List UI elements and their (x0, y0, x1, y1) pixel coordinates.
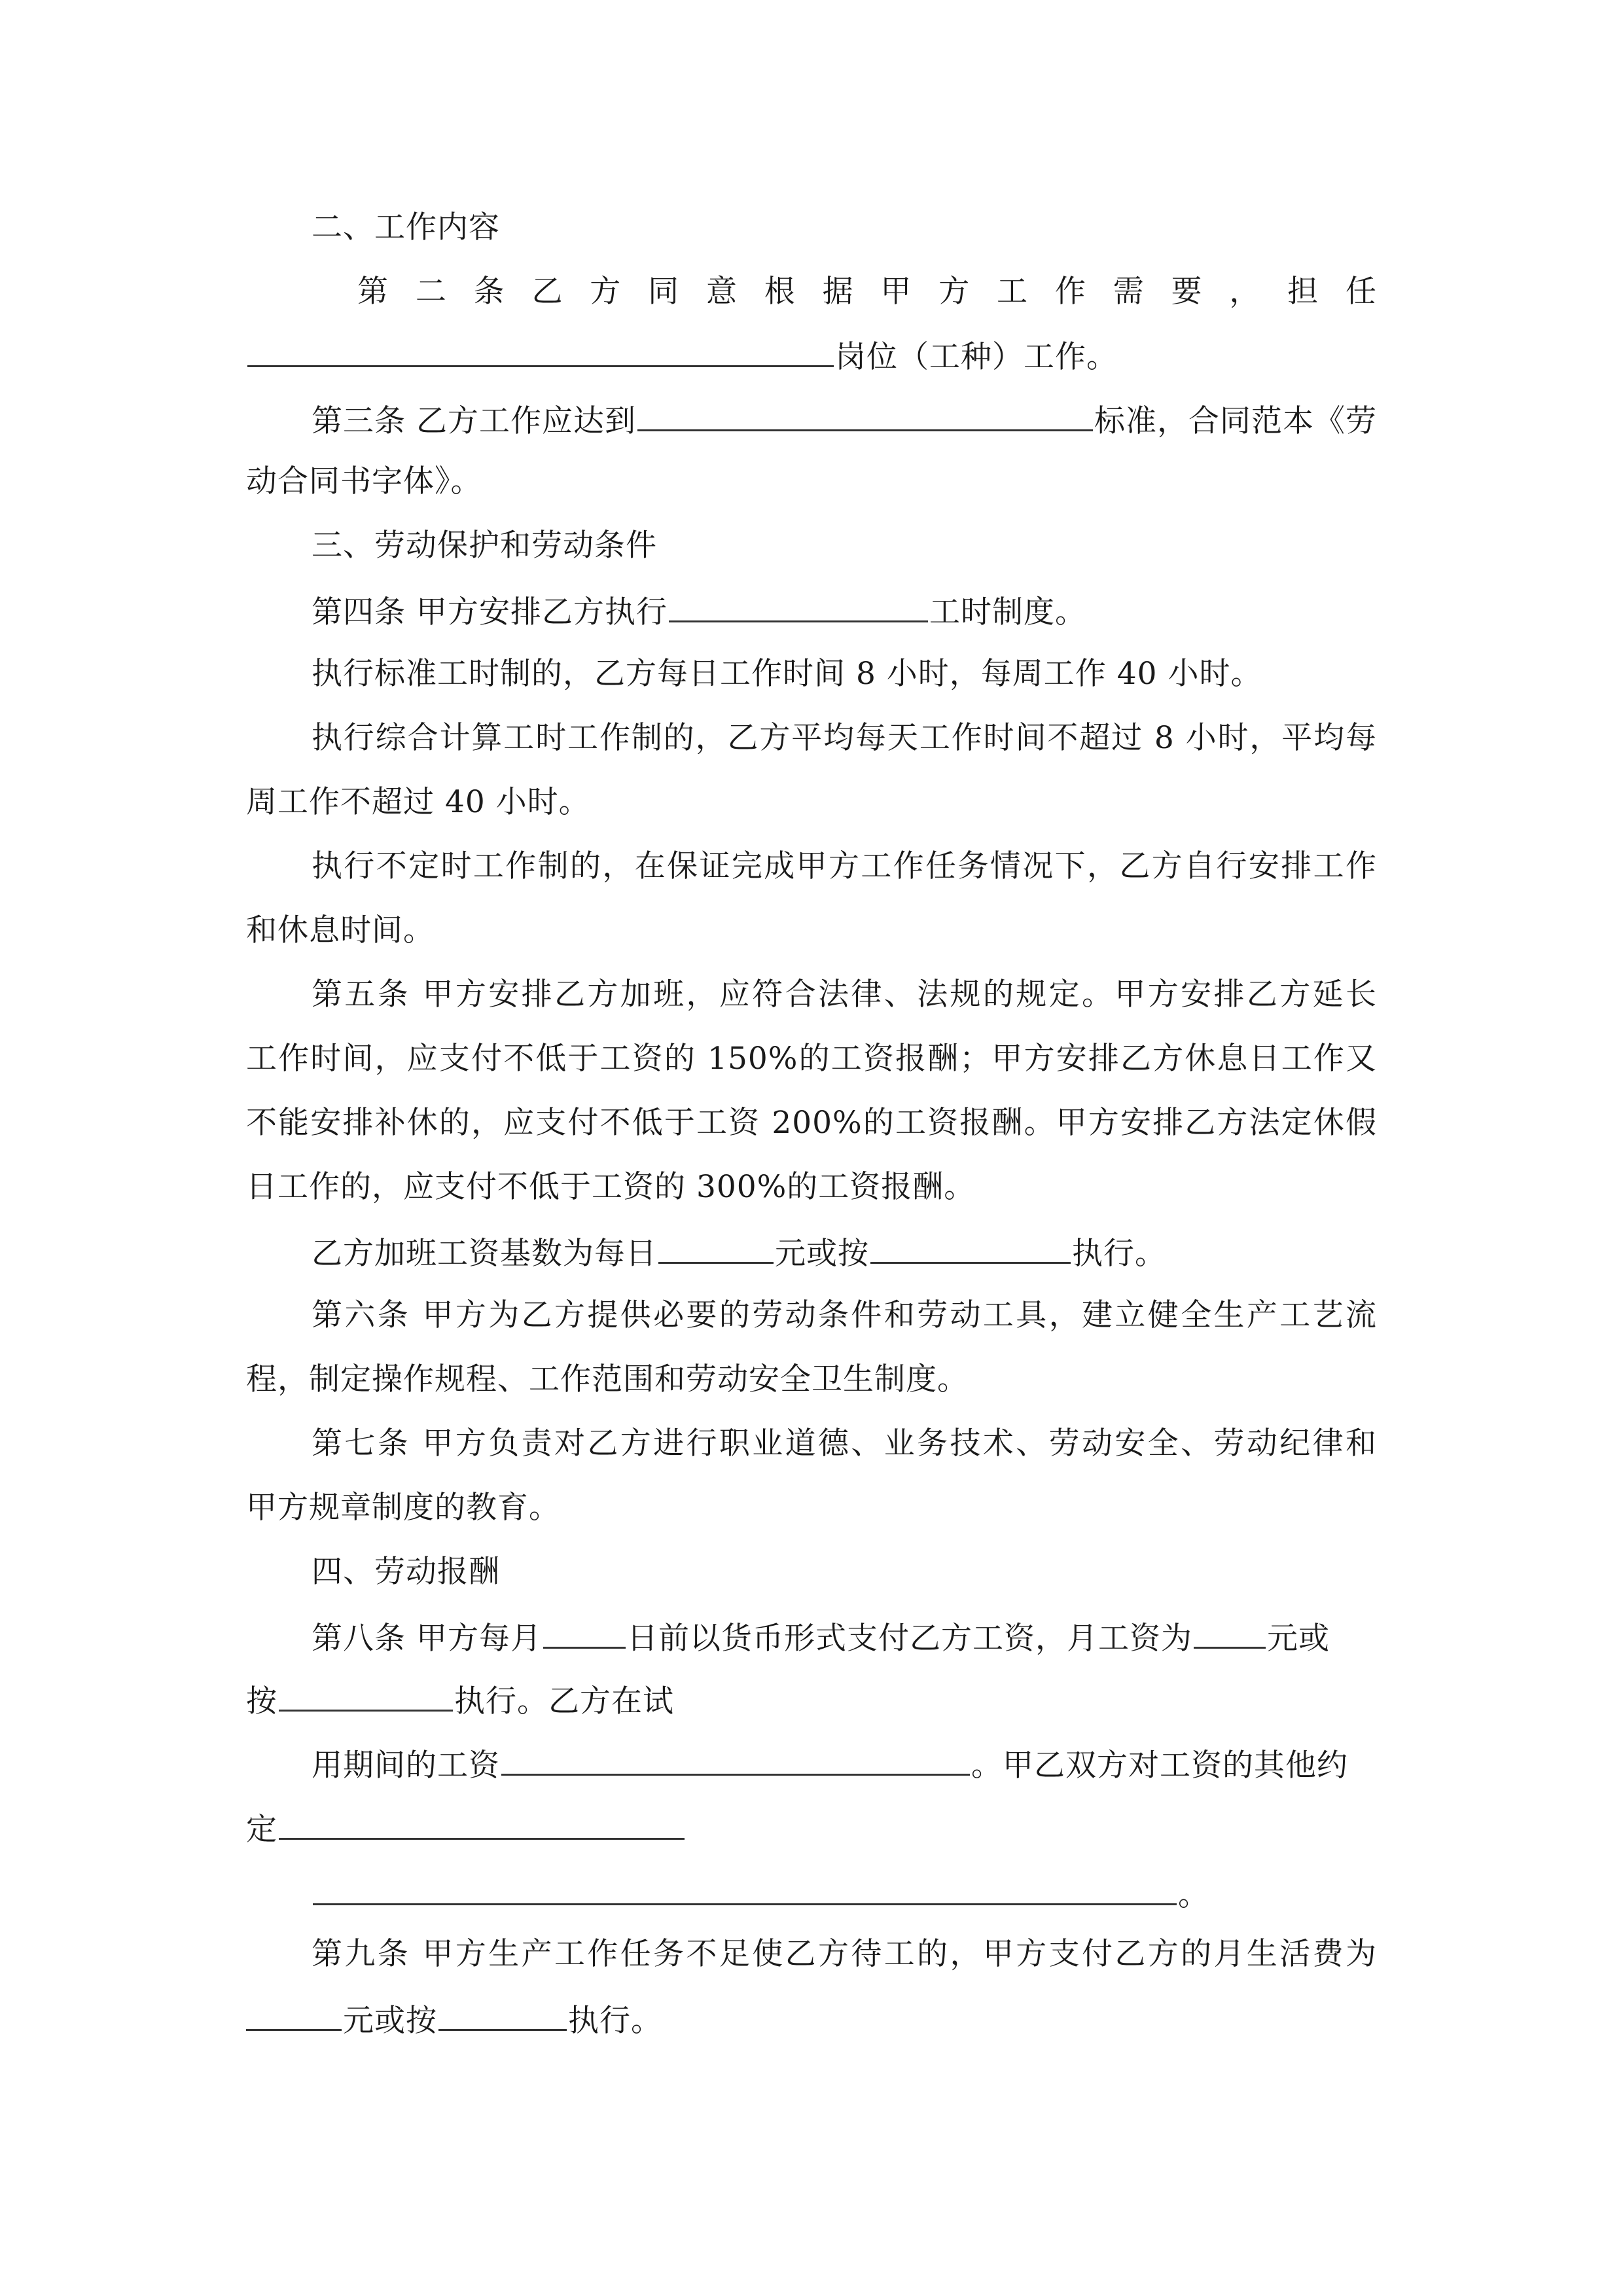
blank-position-field[interactable] (247, 335, 834, 367)
article-2-line-2: 岗位（工种）工作。 (246, 335, 1118, 377)
article-3-line-2: 动合同书字体》。 (246, 463, 482, 499)
article-9-line-2: 元或按 执行。 (246, 1999, 662, 2041)
article-8-line-1: 第八条 甲方每月 日前以货币形式支付乙方工资，月工资为 元或 (312, 1617, 1330, 1659)
article-5-line-1: 第五条 甲方安排乙方加班，应符合法律、法规的规定。甲方安排乙方延长 (312, 977, 1377, 1013)
article-2-line-1: 第 二 条 乙 方 同 意 根 据 甲 方 工 作 需 要 ， 担 任 (357, 274, 1377, 310)
blank-probation-salary-field[interactable] (501, 1744, 970, 1776)
blank-living-allowance-basis[interactable] (438, 1999, 567, 2031)
flexible-hours-line-1: 执行不定时工作制的，在保证完成甲方工作任务情况下，乙方自行安排工作 (312, 848, 1377, 884)
article-8-line-2: 按 执行。乙方在试 (246, 1679, 674, 1721)
section-heading-remuneration: 四、劳动报酬 (312, 1554, 500, 1590)
blank-other-salary-terms-continued[interactable] (313, 1873, 1177, 1905)
blank-overtime-daily-amount[interactable] (658, 1232, 774, 1264)
overtime-base-paragraph: 乙方加班工资基数为每日 元或按 执行。 (312, 1232, 1166, 1274)
blank-monthly-salary-field[interactable] (1194, 1617, 1266, 1649)
comprehensive-hours-line-1: 执行综合计算工时工作制的，乙方平均每天工作时间不超过 8 小时，平均每 (312, 720, 1377, 756)
article-7-line-2: 甲方规章制度的教育。 (246, 1490, 560, 1526)
article-8-line-5: 。 (312, 1873, 1209, 1915)
section-heading-work-content: 二、工作内容 (312, 209, 500, 245)
article-8-line-3: 用期间的工资 。甲乙双方对工资的其他约 (312, 1744, 1348, 1785)
article-5-line-3: 不能安排补休的，应支付不低于工资 200%的工资报酬。甲方安排乙方法定休假 (246, 1105, 1377, 1141)
blank-living-allowance-amount[interactable] (246, 1999, 342, 2031)
comprehensive-hours-line-2: 周工作不超过 40 小时。 (246, 784, 590, 820)
section-heading-labor-protection: 三、劳动保护和劳动条件 (312, 528, 657, 564)
blank-work-standard-field[interactable] (637, 399, 1093, 431)
article-5-line-2: 工作时间，应支付不低于工资的 150%的工资报酬；甲方安排乙方休息日工作又 (246, 1041, 1377, 1077)
article-4: 第四条 甲方安排乙方执行 工时制度。 (312, 590, 1086, 632)
blank-payday-field[interactable] (543, 1617, 626, 1649)
blank-work-hour-system-field[interactable] (669, 590, 928, 622)
blank-salary-basis-field[interactable] (279, 1679, 453, 1712)
article-3-line-1: 第三条 乙方工作应达到 标准，合同范本《劳 (312, 399, 1377, 441)
article-9-line-1: 第九条 甲方生产工作任务不足使乙方待工的，甲方支付乙方的月生活费为 (312, 1936, 1377, 1972)
blank-other-salary-terms-field[interactable] (279, 1808, 685, 1840)
article-5-line-4: 日工作的，应支付不低于工资的 300%的工资报酬。 (246, 1169, 976, 1205)
article-6-line-1: 第六条 甲方为乙方提供必要的劳动条件和劳动工具，建立健全生产工艺流 (312, 1297, 1377, 1333)
standard-hours-paragraph: 执行标准工时制的，乙方每日工作时间 8 小时，每周工作 40 小时。 (312, 656, 1262, 692)
article-8-line-4: 定 (246, 1808, 686, 1850)
blank-overtime-basis[interactable] (870, 1232, 1071, 1264)
flexible-hours-line-2: 和休息时间。 (246, 912, 435, 948)
article-7-line-1: 第七条 甲方负责对乙方进行职业道德、业务技术、劳动安全、劳动纪律和 (312, 1426, 1377, 1462)
article-6-line-2: 程，制定操作规程、工作范围和劳动安全卫生制度。 (246, 1361, 969, 1397)
